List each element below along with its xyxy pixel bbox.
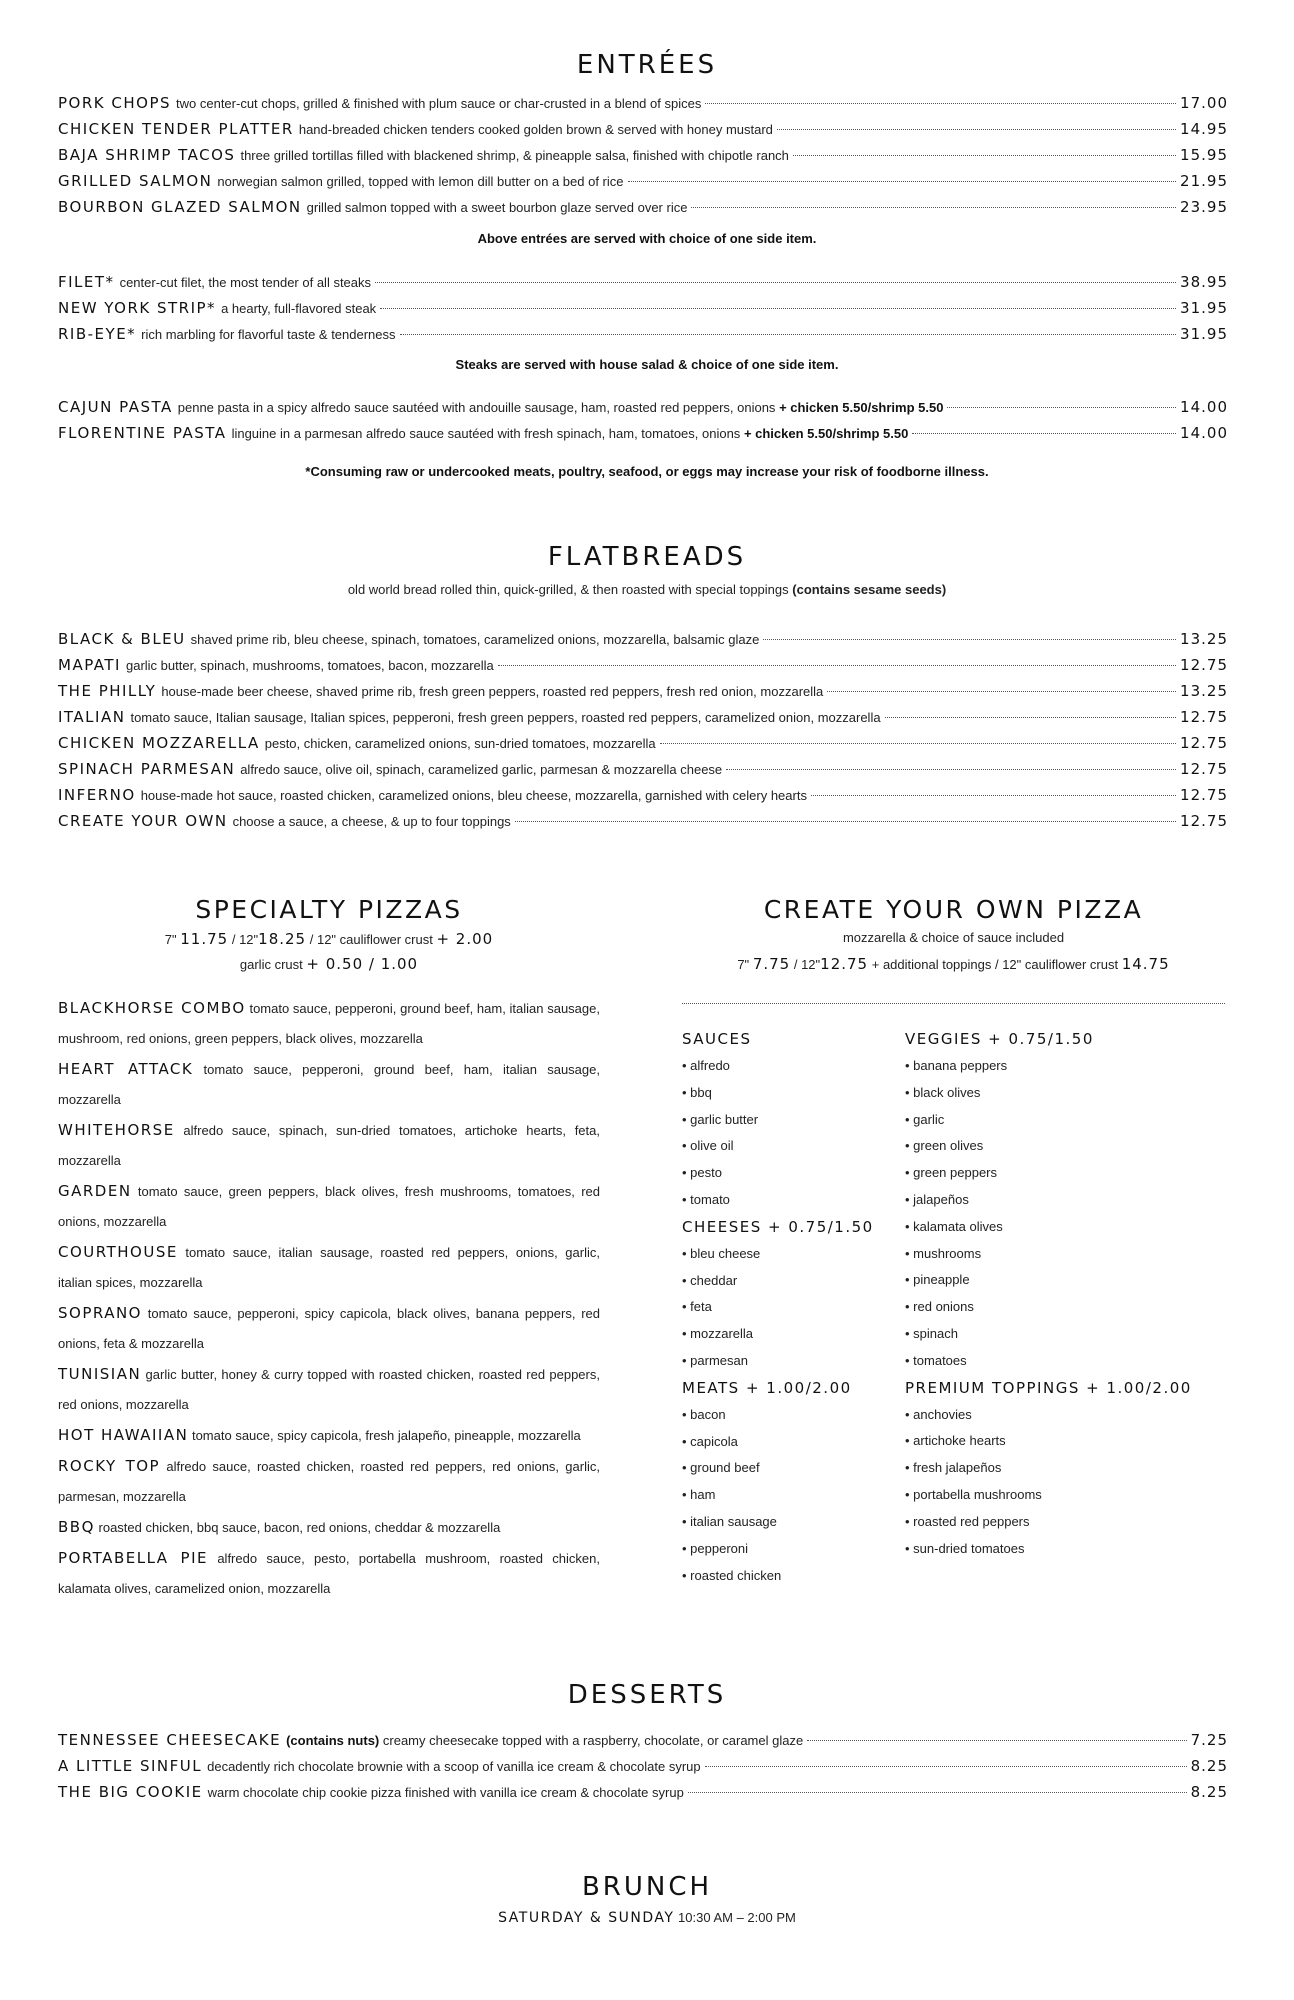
- cyo-divider: [682, 1003, 1225, 1004]
- cyo-category-heading: SAUCES: [682, 1030, 752, 1048]
- menu-item-row: [58, 295, 1228, 321]
- cyo-topping: • cheddar: [682, 1272, 738, 1288]
- menu-item-row: [58, 626, 1228, 652]
- cyo-topping: • fresh jalapeños: [905, 1460, 1002, 1476]
- cyo-topping: • anchovies: [905, 1406, 972, 1422]
- specialty-pizza-name: GARDEN: [58, 1182, 132, 1200]
- menu-item-price: 15.95: [1180, 146, 1228, 164]
- menu-item-description: [161, 679, 823, 705]
- menu-item-name: NEW YORK STRIP*: [58, 299, 217, 317]
- dotted-leader: [375, 282, 1176, 283]
- menu-item-row: [58, 420, 1228, 446]
- menu-item-price: 8.25: [1190, 1757, 1228, 1775]
- menu-item-addon: + chicken 5.50/shrimp 5.50: [743, 426, 909, 441]
- menu-item-description-text: rich marbling for flavorful taste & tenderness: [141, 327, 396, 342]
- cyo-topping: • pesto: [682, 1165, 722, 1181]
- menu-item-description: [141, 783, 807, 809]
- menu-item-description-text: linguine in a parmesan alfredo sauce sautéed with fresh spinach, ham, tomatoes, onions: [231, 426, 741, 441]
- menu-item-description-text: house-made beer cheese, shaved prime rib, fresh green peppers, roasted red peppers, fresh red onion, mozzarella: [161, 684, 824, 699]
- garlic-crust-line: [58, 955, 600, 973]
- menu-item-row: [58, 116, 1228, 142]
- menu-item-description-text: shaved prime rib, bleu cheese, spinach, tomatoes, caramelized onions, mozzarella, balsamic glaze: [190, 632, 760, 647]
- menu-item-description: [176, 91, 701, 117]
- specialty-pizza-item: [58, 1512, 600, 1543]
- cyo-topping: • garlic butter: [682, 1111, 759, 1127]
- menu-item-price: 23.95: [1180, 198, 1228, 216]
- cyo-category-heading: MEATS + 1.00/2.00: [682, 1378, 852, 1397]
- entrees-list-pasta: [58, 394, 1228, 446]
- specialty-pizza-description: garlic butter, honey & curry topped with roasted chicken, roasted red peppers, red onions, mozzarella: [58, 1367, 600, 1412]
- specialty-pizza-item: [58, 1451, 600, 1512]
- menu-item-price: 12.75: [1180, 656, 1228, 674]
- dotted-leader: [885, 717, 1176, 718]
- price-7: 11.75: [180, 930, 229, 948]
- cyo-subtitle: mozzarella & choice of sauce included: [842, 930, 1065, 945]
- cyo-price-line: [682, 955, 1225, 973]
- menu-item-description-text: pesto, chicken, caramelized onions, sun-dried tomatoes, mozzarella: [264, 736, 656, 751]
- menu-item-name: THE BIG COOKIE: [58, 1783, 203, 1801]
- dotted-leader: [660, 743, 1176, 744]
- menu-item-name: CHICKEN MOZZARELLA: [58, 734, 260, 752]
- dotted-leader: [793, 155, 1176, 156]
- menu-item-price: 12.75: [1180, 708, 1228, 726]
- menu-item-name: THE PHILLY: [58, 682, 157, 700]
- entrees-list-steaks: [58, 269, 1228, 347]
- cyo-topping: • garlic: [905, 1111, 945, 1127]
- menu-item-row: [58, 394, 1228, 420]
- specialty-pizza-name: WHITEHORSE: [58, 1121, 175, 1139]
- menu-item-name: CAJUN PASTA: [58, 398, 173, 416]
- cyo-topping: • ground beef: [682, 1460, 760, 1476]
- menu-item-name: BOURBON GLAZED SALMON: [58, 198, 302, 216]
- menu-item-description-text: hand-breaded chicken tenders cooked golden brown & served with honey mustard: [298, 122, 773, 137]
- menu-item-description-text: norwegian salmon grilled, topped with lemon dill butter on a bed of rice: [217, 174, 624, 189]
- menu-item-description: [130, 705, 880, 731]
- specialty-pizza-description: tomato sauce, spicy capicola, fresh jalapeño, pineapple, mozzarella: [191, 1428, 581, 1443]
- menu-item-price: 31.95: [1180, 299, 1228, 317]
- desserts-title: DESSERTS: [567, 1680, 727, 1710]
- menu-item-description-text: a hearty, full-flavored steak: [221, 301, 377, 316]
- size-12: / 12": [231, 932, 259, 947]
- menu-item-name: FLORENTINE PASTA: [58, 424, 227, 442]
- cyo-topping: • red onions: [905, 1299, 974, 1315]
- menu-item-price: 31.95: [1180, 325, 1228, 343]
- menu-item-price: 14.00: [1180, 398, 1228, 416]
- cyo-topping: • tomatoes: [905, 1352, 967, 1368]
- menu-item-name: ITALIAN: [58, 708, 126, 726]
- menu-item-name: BAJA SHRIMP TACOS: [58, 146, 236, 164]
- specialty-pizza-description: tomato sauce, pepperoni, ground beef, ham, italian sausage, mozzarella: [58, 1062, 600, 1107]
- cyo-topping: • bbq: [682, 1084, 712, 1100]
- cyo-topping: • spinach: [905, 1325, 958, 1341]
- menu-item-description: [232, 421, 909, 447]
- dotted-leader: [807, 1740, 1186, 1741]
- specialty-pizza-item: [58, 1176, 600, 1237]
- menu-item-name: BLACK & BLEU: [58, 630, 186, 648]
- menu-item-description: [208, 1780, 684, 1806]
- menu-item-description-text: decadently rich chocolate brownie with a scoop of vanilla ice cream & chocolate syrup: [207, 1759, 701, 1774]
- menu-item-row: [58, 704, 1228, 730]
- specialty-pizza-name: TUNISIAN: [58, 1365, 142, 1383]
- brunch-hours-line: [0, 1910, 1294, 1926]
- specialty-pizza-item: [58, 993, 600, 1054]
- menu-item-description-text: penne pasta in a spicy alfredo sauce sautéed with andouille sausage, ham, roasted red peppers, onions: [177, 400, 776, 415]
- menu-item-name: CREATE YOUR OWN: [58, 812, 228, 830]
- menu-item-row: [58, 756, 1228, 782]
- cauliflower-label: / 12" cauliflower crust: [309, 932, 433, 947]
- cyo-left-column: [682, 1026, 922, 1589]
- dotted-leader: [515, 821, 1176, 822]
- price-12: 18.25: [258, 930, 307, 948]
- cyo-topping: • pepperoni: [682, 1540, 748, 1556]
- menu-item-description-text: center-cut filet, the most tender of all steaks: [119, 275, 372, 290]
- specialty-pizza-name: COURTHOUSE: [58, 1243, 178, 1261]
- menu-item-row: [58, 1727, 1228, 1753]
- menu-item-row: [58, 168, 1228, 194]
- cyo-topping: • tomato: [682, 1191, 730, 1207]
- entrees-side-note: Above entrées are served with choice of one side item.: [477, 231, 817, 246]
- flatbreads-subtitle: [0, 582, 1294, 597]
- menu-item-row: [58, 194, 1228, 220]
- cyo-price-7: 7.75: [752, 955, 791, 973]
- menu-item-description: [217, 169, 623, 195]
- menu-item-description: [299, 117, 773, 143]
- cyo-topping: • mushrooms: [905, 1245, 982, 1261]
- entrees-list-main: [58, 90, 1228, 220]
- dotted-leader: [705, 103, 1176, 104]
- menu-item-row: [58, 269, 1228, 295]
- menu-item-description: [221, 296, 376, 322]
- dotted-leader: [912, 433, 1176, 434]
- cyo-topping: • olive oil: [682, 1138, 734, 1154]
- menu-item-row: [58, 90, 1228, 116]
- cyo-category-heading: PREMIUM TOPPINGS + 1.00/2.00: [905, 1378, 1192, 1397]
- menu-item-row: [58, 730, 1228, 756]
- cyo-topping: • portabella mushrooms: [905, 1486, 1042, 1502]
- garlic-crust-label: garlic crust: [239, 957, 303, 972]
- cyo-topping: • green olives: [905, 1138, 984, 1154]
- cyo-category-heading: VEGGIES + 0.75/1.50: [905, 1030, 1094, 1048]
- menu-item-description-text: creamy cheesecake topped with a raspberry, chocolate, or caramel glaze: [382, 1733, 804, 1748]
- menu-item-description: [178, 395, 944, 421]
- menu-item-description-text: house-made hot sauce, roasted chicken, caramelized onions, bleu cheese, mozzarella, garnished with celery hearts: [140, 788, 807, 803]
- menu-item-price: 14.00: [1180, 424, 1228, 442]
- cyo-topping: • roasted red peppers: [905, 1513, 1030, 1529]
- cyo-topping: • bacon: [682, 1406, 726, 1422]
- cyo-pizza-title: CREATE YOUR OWN PIZZA: [763, 895, 1144, 924]
- dotted-leader: [726, 769, 1176, 770]
- specialty-pizza-name: SOPRANO: [58, 1304, 142, 1322]
- brunch-hours: 10:30 AM – 2:00 PM: [678, 1910, 796, 1925]
- menu-item-name: SPINACH PARMESAN: [58, 760, 236, 778]
- flatbreads-title: FLATBREADS: [547, 542, 747, 572]
- specialty-pizza-name: HEART ATTACK: [58, 1060, 194, 1078]
- specialty-price-line: [58, 930, 600, 948]
- menu-item-price: 14.95: [1180, 120, 1228, 138]
- foodborne-warning: *Consuming raw or undercooked meats, poultry, seafood, or eggs may increase your risk of foodborne illness.: [305, 464, 989, 479]
- menu-item-description-text: two center-cut chops, grilled & finished with plum sauce or char-crusted in a blend of spices: [176, 96, 702, 111]
- dotted-leader: [777, 129, 1176, 130]
- cyo-topping: • alfredo: [682, 1058, 730, 1073]
- menu-item-name: A LITTLE SINFUL: [58, 1757, 203, 1775]
- specialty-pizza-description: roasted chicken, bbq sauce, bacon, red onions, cheddar & mozzarella: [98, 1520, 501, 1535]
- menu-item-row: [58, 1779, 1228, 1805]
- cauliflower-price: + 2.00: [436, 930, 494, 948]
- menu-item-name: TENNESSEE CHEESECAKE: [58, 1731, 282, 1749]
- menu-item-price: 12.75: [1180, 812, 1228, 830]
- menu-item-name: RIB-EYE*: [58, 325, 137, 343]
- menu-item-name: FILET*: [58, 273, 115, 291]
- menu-item-description-text: grilled salmon topped with a sweet bourbon glaze served over rice: [306, 200, 688, 215]
- menu-item-description: [240, 757, 722, 783]
- specialty-pizza-description: alfredo sauce, spinach, sun-dried tomatoes, artichoke hearts, feta, mozzarella: [58, 1123, 600, 1168]
- specialty-pizza-item: [58, 1359, 600, 1420]
- cyo-topping: • italian sausage: [682, 1513, 777, 1529]
- cyo-right-column: [905, 1026, 1225, 1562]
- menu-item-price: 12.75: [1180, 786, 1228, 804]
- specialty-pizza-name: BBQ: [58, 1518, 95, 1536]
- cyo-topping: • jalapeños: [905, 1191, 969, 1207]
- menu-item-price: 38.95: [1180, 273, 1228, 291]
- menu-item-row: [58, 1753, 1228, 1779]
- menu-item-description: [286, 1728, 803, 1754]
- menu-item-row: [58, 652, 1228, 678]
- menu-item-description: [240, 143, 788, 169]
- menu-item-description-text: warm chocolate chip cookie pizza finished with vanilla ice cream & chocolate syrup: [207, 1785, 684, 1800]
- dotted-leader: [691, 207, 1176, 208]
- menu-item-description-text: garlic butter, spinach, mushrooms, tomatoes, bacon, mozzarella: [125, 658, 494, 673]
- cyo-topping: • parmesan: [682, 1352, 748, 1368]
- menu-item-price: 13.25: [1180, 630, 1228, 648]
- menu-item-description-text: tomato sauce, Italian sausage, Italian spices, pepperoni, fresh green peppers, roasted red peppers, caramelized onion, mozzarella: [130, 710, 881, 725]
- dotted-leader: [498, 665, 1176, 666]
- cyo-size-12: / 12": [793, 957, 821, 972]
- menu-item-price: 12.75: [1180, 760, 1228, 778]
- size-7: 7": [164, 932, 177, 947]
- menu-item-row: [58, 808, 1228, 834]
- menu-item-price: 12.75: [1180, 734, 1228, 752]
- menu-item-price: 7.25: [1190, 1731, 1228, 1749]
- specialty-pizza-item: [58, 1115, 600, 1176]
- dotted-leader: [400, 334, 1177, 335]
- cyo-price-12: 12.75: [820, 955, 869, 973]
- cyo-topping: • black olives: [905, 1084, 981, 1100]
- specialty-pizza-description: alfredo sauce, roasted chicken, roasted red peppers, red onions, garlic, parmesan, mozzarella: [58, 1459, 600, 1504]
- menu-item-description: [126, 653, 494, 679]
- menu-item-row: [58, 782, 1228, 808]
- cyo-topping: • kalamata olives: [905, 1218, 1003, 1234]
- flatbreads-allergen-note: (contains sesame seeds): [792, 582, 947, 597]
- dotted-leader: [380, 308, 1176, 309]
- menu-item-price: 8.25: [1190, 1783, 1228, 1801]
- cyo-topping: • roasted chicken: [682, 1567, 782, 1583]
- cyo-size-7: 7": [737, 957, 750, 972]
- menu-item-description-text: choose a sauce, a cheese, & up to four toppings: [232, 814, 511, 829]
- cyo-topping: • green peppers: [905, 1165, 998, 1181]
- menu-item-description-text: three grilled tortillas filled with blackened shrimp, & pineapple salsa, finished with chipotle ranch: [240, 148, 789, 163]
- menu-item-addon: + chicken 5.50/shrimp 5.50: [779, 400, 944, 415]
- specialty-pizza-description: alfredo sauce, pesto, portabella mushroom, roasted chicken, kalamata olives, caramelized onion, mozzarella: [58, 1551, 600, 1596]
- brunch-title: BRUNCH: [581, 1872, 713, 1902]
- menu-item-description-text: alfredo sauce, olive oil, spinach, caramelized garlic, parmesan & mozzarella cheese: [240, 762, 723, 777]
- menu-item-description: [120, 270, 371, 296]
- cyo-topping: • ham: [682, 1487, 716, 1503]
- menu-item-description: [191, 627, 760, 653]
- menu-item-row: [58, 321, 1228, 347]
- dotted-leader: [827, 691, 1176, 692]
- specialty-pizza-name: HOT HAWAIIAN: [58, 1426, 189, 1444]
- menu-item-price: 17.00: [1180, 94, 1228, 112]
- entrees-title: ENTRÉES: [576, 50, 718, 80]
- menu-item-name: CHICKEN TENDER PLATTER: [58, 120, 294, 138]
- flatbreads-subtitle-text: old world bread rolled thin, quick-grilled, & then roasted with special toppings: [347, 582, 789, 597]
- specialty-pizza-description: tomato sauce, green peppers, black olives, fresh mushrooms, tomatoes, red onions, mozzarella: [58, 1184, 600, 1229]
- specialty-pizza-description: tomato sauce, pepperoni, spicy capicola, black olives, banana peppers, red onions, feta & mozzarella: [58, 1306, 600, 1351]
- flatbreads-list: [58, 626, 1228, 834]
- specialty-pizza-description: tomato sauce, pepperoni, ground beef, ham, italian sausage, mushroom, red onions, green peppers, black olives, mozzarella: [58, 1001, 600, 1046]
- menu-item-description: [141, 322, 395, 348]
- menu-item-name: PORK CHOPS: [58, 94, 172, 112]
- specialty-pizza-item: [58, 1298, 600, 1359]
- steaks-side-note: Steaks are served with house salad & choice of one side item.: [455, 357, 839, 372]
- menu-item-price: 21.95: [1180, 172, 1228, 190]
- desserts-list: [58, 1727, 1228, 1805]
- dotted-leader: [811, 795, 1176, 796]
- specialty-pizza-item: [58, 1054, 600, 1115]
- menu-item-price: 13.25: [1180, 682, 1228, 700]
- cyo-additional-label: + additional toppings / 12" cauliflower crust: [871, 957, 1119, 972]
- garlic-crust-price: + 0.50 / 1.00: [306, 955, 419, 973]
- cyo-topping: • artichoke hearts: [905, 1433, 1006, 1449]
- menu-item-description: [233, 809, 511, 835]
- specialty-pizza-item: [58, 1420, 600, 1451]
- specialty-pizza-name: PORTABELLA PIE: [58, 1549, 208, 1567]
- dotted-leader: [688, 1792, 1187, 1793]
- cyo-topping: • feta: [682, 1299, 712, 1315]
- menu-item-name: MAPATI: [58, 656, 121, 674]
- cyo-topping: • pineapple: [905, 1272, 970, 1288]
- cyo-cauliflower-price: 14.75: [1121, 955, 1170, 973]
- cyo-topping: • banana peppers: [905, 1058, 1008, 1073]
- menu-item-name: GRILLED SALMON: [58, 172, 213, 190]
- specialty-pizza-item: [58, 1543, 600, 1604]
- specialty-pizza-list: [58, 993, 600, 1604]
- menu-item-row: [58, 678, 1228, 704]
- menu-item-description: [265, 731, 656, 757]
- cyo-topping: • sun-dried tomatoes: [905, 1540, 1025, 1556]
- dotted-leader: [947, 407, 1176, 408]
- brunch-days: SATURDAY & SUNDAY: [498, 1910, 675, 1926]
- cyo-category-heading: CHEESES + 0.75/1.50: [682, 1217, 874, 1236]
- dotted-leader: [628, 181, 1177, 182]
- specialty-pizza-description: tomato sauce, italian sausage, roasted red peppers, onions, garlic, italian spices, mozzarella: [58, 1245, 600, 1290]
- menu-item-description: [307, 195, 688, 221]
- cyo-topping: • bleu cheese: [682, 1245, 761, 1261]
- specialty-pizza-name: ROCKY TOP: [58, 1457, 161, 1475]
- menu-item-name: INFERNO: [58, 786, 136, 804]
- menu-item-description: [207, 1754, 701, 1780]
- menu-item-row: [58, 142, 1228, 168]
- cyo-topping: • mozzarella: [682, 1326, 754, 1342]
- dotted-leader: [763, 639, 1176, 640]
- dotted-leader: [705, 1766, 1187, 1767]
- specialty-pizzas-title: SPECIALTY PIZZAS: [195, 895, 463, 924]
- cyo-topping: • capicola: [682, 1433, 738, 1449]
- specialty-pizza-name: BLACKHORSE COMBO: [58, 999, 246, 1017]
- specialty-pizza-item: [58, 1237, 600, 1298]
- menu-item-allergen: (contains nuts): [286, 1733, 380, 1748]
